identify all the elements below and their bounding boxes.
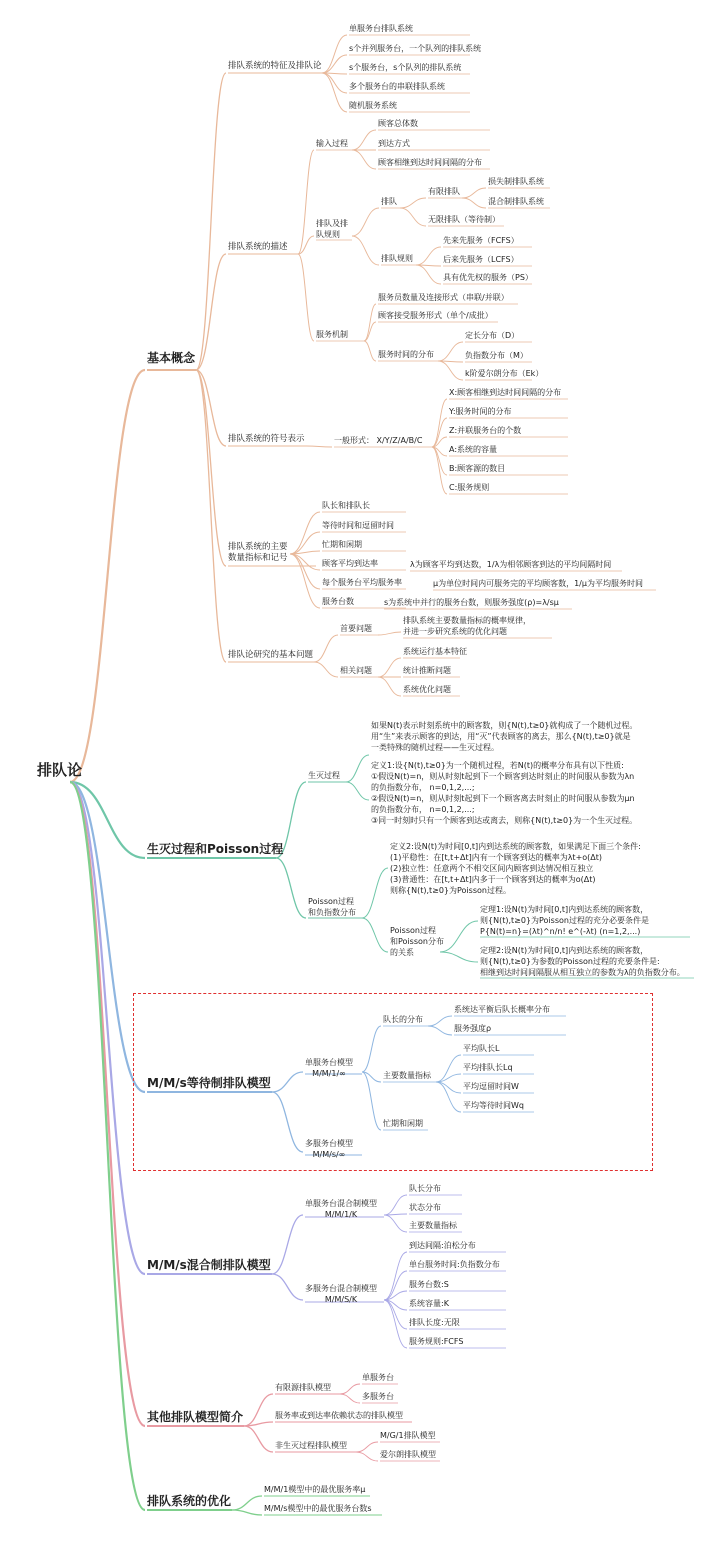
node-opt-1[interactable]: M/M/1模型中的最优服务率μ <box>264 1485 366 1494</box>
node-state-dependent[interactable]: 服务率或到达率依赖状态的排队模型 <box>275 1411 403 1420</box>
branch-birth-death[interactable]: 生灭过程和Poisson过程 <box>147 842 284 856</box>
node-ps[interactable]: 具有优先权的服务（PS） <box>443 273 533 282</box>
branch-mms-mixed[interactable]: M/M/s混合制排队模型 <box>147 1258 271 1272</box>
connector <box>298 254 314 341</box>
connector <box>340 1384 360 1394</box>
connector <box>432 447 447 494</box>
node-s-1[interactable]: 到达间隔:泊松分布 <box>409 1241 476 1250</box>
connector <box>440 921 478 952</box>
connector <box>362 868 388 918</box>
node-ind-6[interactable]: 服务台数 <box>322 597 354 606</box>
connector <box>378 658 401 677</box>
node-ind-5[interactable]: 每个服务台平均服务率 <box>322 578 402 587</box>
node-loss[interactable]: 损失制排队系统 <box>488 177 544 186</box>
connector <box>400 208 426 226</box>
connector <box>384 1252 407 1300</box>
node-mm1[interactable]: 单服务台模型 M/M/1/∞ <box>305 1058 353 1078</box>
node-sym-c[interactable]: C:服务规则 <box>449 483 490 492</box>
connector <box>416 265 441 284</box>
node-bd-definition[interactable]: 定义1:设{N(t),t≥0}为一个随机过程，若N(t)的概率分布具有以下性质: ①假设N(t)=n，则从时刻t起到下一个顾客到达时刻止的时间服从参数为λn 的负指数分布， n=0,1,2,...; ②假设N(t)=n，则从时刻t起到下一个顾客离去时刻止的时间服从参数为μn 的负指数分布， n=0,1,2,...; ③同一时刻时只有一个顾客到达或离去，则称{N(t),t≥0}为一个生灭过程。 <box>371 761 638 825</box>
node-ind-1[interactable]: 队长和排队长 <box>322 501 370 510</box>
node-related[interactable]: 相关问题 <box>340 666 372 675</box>
node-svc-1[interactable]: 服务员数量及连接形式（串联/并联） <box>378 293 509 302</box>
node-qd-1[interactable]: 系统达平衡后队长概率分布 <box>454 1005 550 1014</box>
connector <box>356 1452 378 1461</box>
connector <box>244 1426 273 1452</box>
connector <box>196 73 226 370</box>
node-mixed[interactable]: 混合制排队系统 <box>488 197 544 206</box>
node-s-5[interactable]: 排队长度:无限 <box>409 1318 460 1327</box>
branch-optimization[interactable]: 排队系统的优化 <box>147 1494 232 1508</box>
node-poisson[interactable]: Poisson过程 和负指数分布 <box>308 897 356 917</box>
edge-root-b1 <box>70 370 145 782</box>
node-mm1k[interactable]: 单服务台混合制模型 M/M/1/K <box>305 1199 377 1219</box>
node-random[interactable]: 随机服务系统 <box>349 101 397 110</box>
connector <box>272 1215 303 1274</box>
connector <box>352 150 376 169</box>
node-lcfs[interactable]: 后来先服务（LCFS） <box>443 255 519 264</box>
connector <box>378 677 401 696</box>
connector <box>352 236 379 265</box>
node-unlimited[interactable]: 无限排队（等待制） <box>428 215 500 224</box>
node-finite-source[interactable]: 有限源排队模型 <box>275 1383 331 1392</box>
connector <box>298 150 314 254</box>
node-primary[interactable]: 首要问题 <box>340 624 372 633</box>
node-dist-m[interactable]: 负指数分布（M） <box>465 351 528 360</box>
node-ind-6d[interactable]: s为系统中并行的服务台数，则服务强度(ρ)=λ/sμ <box>384 598 559 607</box>
node-opt-2[interactable]: M/M/s模型中的最优服务台数s <box>264 1504 372 1513</box>
node-theorem-1[interactable]: 定理1:设N(t)为时间[0,t]内到达系统的顾客数， 则{N(t),t≥0}为Poisson过程的充分必要条件是 P{N(t)=n}=(λt)^n/n! e^(-λt) (n=1,2,...) <box>480 905 649 936</box>
node-features[interactable]: 排队系统的特征及排队论 <box>228 61 322 71</box>
node-ind-3[interactable]: 忙期和闲期 <box>322 540 362 549</box>
connector <box>196 370 226 566</box>
node-finite-single[interactable]: 单服务台 <box>362 1373 394 1382</box>
node-ind-5d[interactable]: μ为单位时间内可服务完的平均顾客数，1/μ为平均服务时间 <box>433 579 643 588</box>
node-service[interactable]: 服务机制 <box>316 330 348 339</box>
node-queue-rules[interactable]: 排队及排 队规则 <box>316 219 348 239</box>
node-finite-multi[interactable]: 多服务台 <box>362 1392 394 1401</box>
node-ind-4d[interactable]: λ为顾客平均到达数，1/λ为相邻顾客到达的平均间隔时间 <box>410 560 612 569</box>
node-k-2[interactable]: 状态分布 <box>409 1203 441 1212</box>
node-mmsk[interactable]: 多服务台混合制模型 M/M/S/K <box>305 1284 377 1304</box>
node-main-indicators[interactable]: 主要数量指标 <box>383 1071 431 1080</box>
connector <box>244 1422 273 1426</box>
node-birth-death[interactable]: 生灭过程 <box>308 771 340 780</box>
connector <box>440 952 478 962</box>
node-k-3[interactable]: 主要数量指标 <box>409 1221 457 1230</box>
connector <box>356 1442 378 1452</box>
node-indicators[interactable]: 排队系统的主要 数量指标和记号 <box>228 542 288 563</box>
node-basic-problems[interactable]: 排队论研究的基本问题 <box>228 650 314 660</box>
node-sym-x[interactable]: X:顾客相继到达时间间隔的分布 <box>449 388 562 397</box>
node-rule[interactable]: 排队规则 <box>381 254 413 263</box>
node-mi-wq[interactable]: 平均等待时间Wq <box>463 1101 524 1110</box>
node-poisson-def[interactable]: 定义2:设N(t)为时间[0,t]内到达系统的顾客数，如果满足下面三个条件: (1)平稳性：在[t,t+Δt]内有一个顾客到达的概率为λt+o(Δt) (2)独立性：任意两个不相交区间内顾客到达情况相互独立 (3)普通性：在[t,t+Δt]内多于一个顾客到达的概率为o(Δt) 则称{N(t),t≥0}为Poisson过程。 <box>390 842 641 895</box>
node-related-2[interactable]: 统计推断问题 <box>403 666 451 675</box>
node-general-form[interactable]: 一般形式： X/Y/Z/A/B/C <box>334 436 423 445</box>
connector <box>196 254 226 370</box>
node-sym-a[interactable]: A:系统的容量 <box>449 445 498 454</box>
root-node[interactable]: 排队论 <box>37 761 83 779</box>
node-primary-desc[interactable]: 排队系统主要数量指标的概率规律， 并进一步研究系统的优化问题 <box>403 616 531 636</box>
connector <box>276 858 306 918</box>
node-s-4[interactable]: 系统容量:K <box>409 1299 449 1308</box>
branch-basic-concepts[interactable]: 基本概念 <box>147 351 196 365</box>
connector <box>378 632 401 635</box>
connector <box>462 198 486 208</box>
connector <box>340 1394 360 1403</box>
node-non-bd[interactable]: 非生灭过程排队模型 <box>275 1441 347 1450</box>
node-poisson-relation[interactable]: Poisson过程 和Poisson分布 的关系 <box>390 926 444 957</box>
node-bd-intro[interactable]: 如果N(t)表示时刻系统中的顾客数，则{N(t),t≥0}就构成了一个随机过程。 用“生”来表示顾客的到达，用“灭”代表顾客的离去，那么{N(t),t≥0}就是 一类特殊的随机过程——生灭过程。 <box>371 721 638 752</box>
branch-mms-wait[interactable]: M/M/s等待制排队模型 <box>147 1076 271 1090</box>
node-in-2[interactable]: 到达方式 <box>378 139 410 148</box>
node-queue[interactable]: 排队 <box>381 197 397 206</box>
node-related-3[interactable]: 系统优化问题 <box>403 685 451 694</box>
node-description[interactable]: 排队系统的描述 <box>228 242 288 252</box>
node-related-1[interactable]: 系统运行基本特征 <box>403 647 467 656</box>
connector <box>352 208 379 236</box>
connector <box>322 73 347 93</box>
connector <box>314 635 338 662</box>
connector <box>364 341 376 361</box>
node-input[interactable]: 输入过程 <box>316 139 348 148</box>
connector <box>384 1215 407 1232</box>
node-svc-2[interactable]: 顾客接受服务形式（单个/成批） <box>378 311 493 320</box>
connector <box>314 662 338 677</box>
connector <box>438 361 463 380</box>
node-in-1[interactable]: 顾客总体数 <box>378 119 418 128</box>
connector <box>462 188 486 198</box>
connector <box>432 399 447 447</box>
node-s-6[interactable]: 服务规则:FCFS <box>409 1337 464 1346</box>
connector <box>196 370 226 662</box>
connector <box>244 1394 273 1426</box>
node-single-server[interactable]: 单服务台排队系统 <box>349 24 413 33</box>
node-series[interactable]: 多个服务台的串联排队系统 <box>349 82 445 91</box>
node-k-1[interactable]: 队长分布 <box>409 1184 441 1193</box>
node-erlang[interactable]: 爱尔朗排队模型 <box>380 1450 436 1459</box>
connector <box>322 55 347 73</box>
connector <box>306 446 332 447</box>
connector <box>400 198 426 208</box>
connector <box>416 247 441 265</box>
connector <box>232 1496 262 1510</box>
node-s-3[interactable]: 服务台数:S <box>409 1280 449 1289</box>
node-sym-b[interactable]: B:顾客源的数目 <box>449 464 506 473</box>
node-queue-dist[interactable]: 队长的分布 <box>383 1015 423 1024</box>
connector <box>322 35 347 73</box>
node-svc-3[interactable]: 服务时间的分布 <box>378 350 434 359</box>
connector <box>362 918 388 952</box>
node-dist-ek[interactable]: k阶爱尔朗分布（Ek） <box>465 369 544 378</box>
node-ind-2[interactable]: 等待时间和逗留时间 <box>322 521 394 530</box>
node-notation[interactable]: 排队系统的符号表示 <box>228 434 305 444</box>
connector <box>346 782 369 800</box>
node-mi-lq[interactable]: 平均排队长Lq <box>463 1063 513 1072</box>
node-limited[interactable]: 有限排队 <box>428 187 460 196</box>
connector <box>352 130 376 150</box>
node-mi-w[interactable]: 平均逗留时间W <box>463 1082 519 1091</box>
connector <box>232 1510 262 1515</box>
node-s-queues[interactable]: s个服务台，s个队列的排队系统 <box>349 63 462 72</box>
node-fcfs[interactable]: 先来先服务（FCFS） <box>443 236 519 245</box>
connector <box>384 1300 407 1348</box>
branch-other-models[interactable]: 其他排队模型简介 <box>147 1410 244 1424</box>
node-mi-l[interactable]: 平均队长L <box>463 1044 500 1053</box>
node-s-parallel[interactable]: s个并列服务台，一个队列的排队系统 <box>349 44 482 53</box>
node-sym-y[interactable]: Y:服务时间的分布 <box>449 407 512 416</box>
connector <box>272 1274 303 1300</box>
connector <box>290 554 320 589</box>
connector <box>384 1195 407 1215</box>
node-busy[interactable]: 忙期和闲期 <box>383 1119 423 1128</box>
node-dist-d[interactable]: 定长分布（D） <box>465 331 520 340</box>
node-qd-2[interactable]: 服务强度ρ <box>454 1024 492 1033</box>
node-mg1[interactable]: M/G/1排队模型 <box>380 1431 436 1440</box>
node-in-3[interactable]: 顾客相继到达时间间隔的分布 <box>378 158 482 167</box>
node-s-2[interactable]: 单台服务时间:负指数分布 <box>409 1260 500 1269</box>
node-ind-4[interactable]: 顾客平均到达率 <box>322 559 378 568</box>
node-sym-z[interactable]: Z:并联服务台的个数 <box>449 426 522 435</box>
node-mms[interactable]: 多服务台模型 M/M/s/∞ <box>305 1139 353 1159</box>
node-theorem-2[interactable]: 定理2:设N(t)为时间[0,t]内到达系统的顾客数， 则{N(t),t≥0}为参数的Poisson过程的充要条件是: 相继到达时间间隔服从相互独立的参数为λ的负指数分布。 <box>480 946 685 977</box>
connector <box>346 755 369 782</box>
connector <box>438 342 463 361</box>
